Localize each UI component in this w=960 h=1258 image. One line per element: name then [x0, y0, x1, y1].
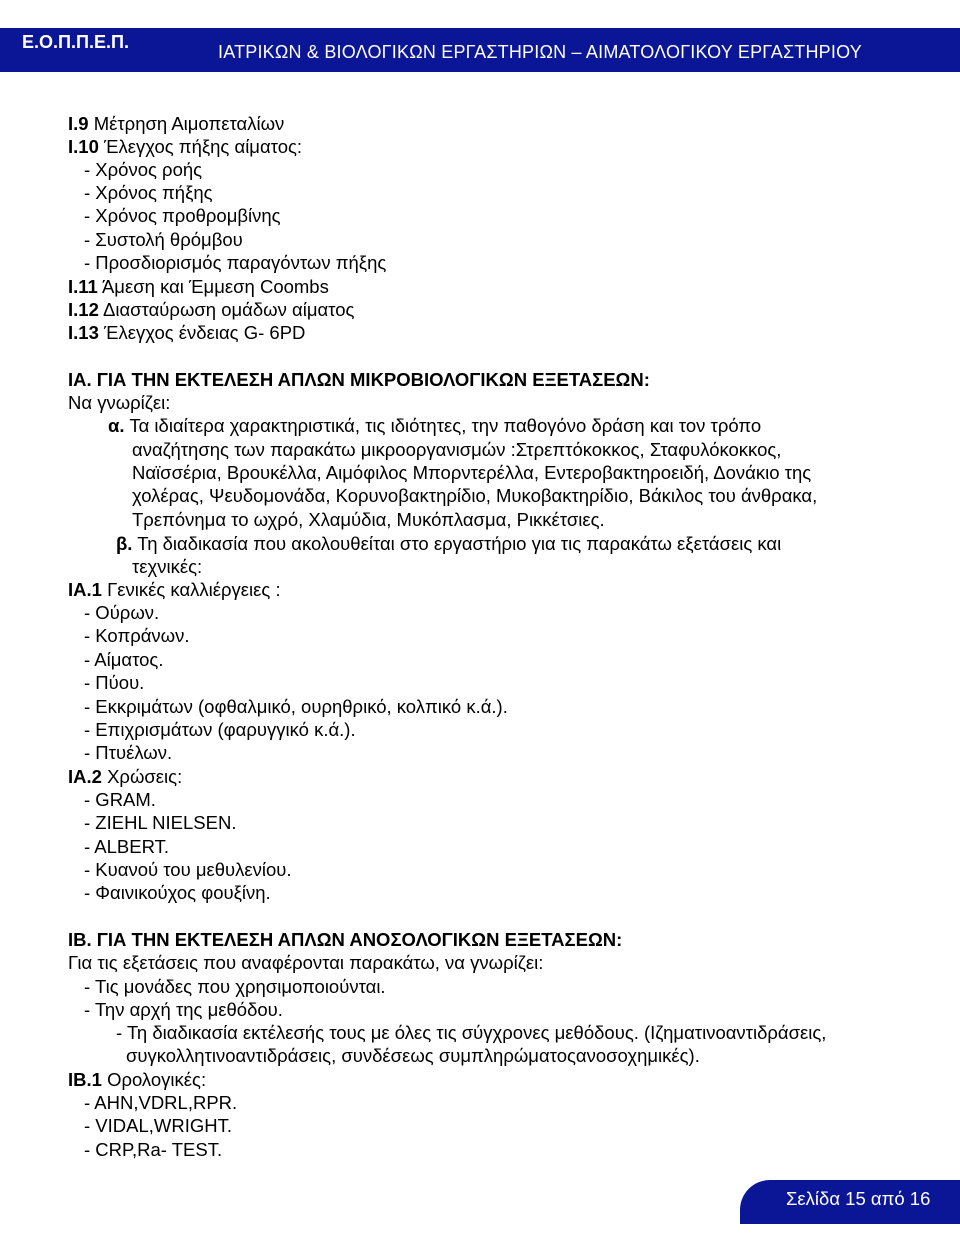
list-item: - Αίματος.: [84, 649, 164, 670]
item-i12: [68, 298, 354, 321]
paragraph-line: τεχνικές:: [132, 556, 203, 577]
item-ia2: [68, 765, 182, 788]
paragraph-beta: [116, 532, 781, 555]
list-item: [116, 1021, 826, 1044]
item-number: Ι.12: [68, 299, 99, 320]
list-item: - Χρόνος ροής: [84, 159, 203, 180]
list-item: - Προσδιορισμός παραγόντων πήξης: [84, 252, 387, 273]
item-text: Ορολογικές:: [101, 1069, 207, 1090]
item-text: Μέτρηση Αιμοπεταλίων: [88, 113, 285, 134]
item-number: Ι.10: [68, 136, 99, 157]
header-title: ΙΑΤΡΙΚΩΝ & ΒΙΟΛΟΓΙΚΩΝ ΕΡΓΑΣΤΗΡΙΩΝ – ΑΙΜΑΤΟΛΟΓΙΚΟΥ ΕΡΓΑΣΤΗΡΙΟΥ: [218, 42, 862, 62]
list-item: - GRAM.: [84, 789, 156, 810]
item-number: ΙΑ.2: [68, 766, 102, 787]
list-item: - Πύου.: [84, 672, 145, 693]
header-org: Ε.Ο.Π.Π.Ε.Π.: [22, 32, 130, 52]
item-number: ΙΒ.1: [68, 1069, 102, 1090]
item-i9: [68, 112, 284, 135]
item-text: Έλεγχος πήξης αίματος:: [98, 136, 303, 157]
item-number: Ι.11: [68, 276, 98, 297]
paragraph-line: Τα ιδιαίτερα χαρακτηριστικά, τις ιδιότητες, την παθογόνο δράση και τον τρόπο: [124, 415, 762, 436]
list-item: - CRP,Ra- TEST.: [84, 1139, 223, 1160]
list-item: - Τις μονάδες που χρησιμοποιούνται.: [84, 976, 386, 997]
list-item: - Πτυέλων.: [84, 742, 173, 763]
page-number: Σελίδα 15 από 16: [786, 1188, 931, 1209]
section-heading-ia: ΙΑ. ΓΙΑ ΤΗΝ ΕΚΤΕΛΕΣΗ ΑΠΛΩΝ ΜΙΚΡΟΒΙΟΛΟΓΙΚΩΝ ΕΞΕΤΑΣΕΩΝ:: [68, 369, 650, 390]
item-i11: [68, 275, 329, 298]
section-intro: Για τις εξετάσεις που αναφέρονται παρακάτω, να γνωρίζει:: [68, 952, 544, 973]
list-item: - AHN,VDRL,RPR.: [84, 1092, 238, 1113]
item-number: ΙΑ.1: [68, 579, 102, 600]
paragraph-line: Τη διαδικασία που ακολουθείται στο εργαστήριο για τις παρακάτω εξετάσεις και: [132, 533, 782, 554]
footer-bar: [740, 1180, 960, 1224]
item-text: Έλεγχος ένδειας G- 6PD: [98, 322, 306, 343]
item-ia1: [68, 578, 281, 601]
item-number: Ι.13: [68, 322, 99, 343]
paragraph-alpha: [108, 414, 761, 437]
list-item: - Κυανού του μεθυλενίου.: [84, 859, 292, 880]
list-item: - Κοπράνων.: [84, 625, 190, 646]
list-dash: -: [116, 1022, 127, 1043]
list-item: - Ούρων.: [84, 602, 160, 623]
item-text: Χρώσεις:: [101, 766, 183, 787]
list-item: - Εκκριμάτων (οφθαλμικό, ουρηθρικό, κολπικό κ.ά.).: [84, 696, 508, 717]
paragraph-line: αναζήτησης των παρακάτω μικροοργανισμών :Στρεπτόκοκκος, Σταφυλόκοκκος,: [132, 439, 782, 460]
item-i13: [68, 321, 305, 344]
section-intro: Να γνωρίζει:: [68, 392, 171, 413]
item-number: Ι.9: [68, 113, 89, 134]
paragraph-label: β.: [116, 533, 133, 554]
item-i10: [68, 135, 302, 158]
list-item-continuation: συγκολλητινοαντιδράσεις, συνδέσεως συμπληρώματοςανοσοχημικές).: [126, 1045, 700, 1066]
list-item: - Επιχρισμάτων (φαρυγγικό κ.ά.).: [84, 719, 356, 740]
item-text: Διασταύρωση ομάδων αίματος: [98, 299, 355, 320]
paragraph-line: Τρεπόνημα το ωχρό, Χλαμύδια, Μυκόπλασμα, Ρικκέτσιες.: [132, 509, 605, 530]
list-item: - ZIEHL NIELSEN.: [84, 812, 237, 833]
item-text: Άμεση και Έμμεση Coombs: [97, 276, 329, 297]
paragraph-line: χολέρας, Ψευδομονάδα, Κορυνοβακτηρίδιο, Μυκοβακτηρίδιο, Βάκιλος του άνθρακα,: [132, 485, 818, 506]
list-item: - Χρόνος προθρομβίνης: [84, 205, 281, 226]
list-item: - ALBERT.: [84, 836, 170, 857]
section-heading-ib: ΙΒ. ΓΙΑ ΤΗΝ ΕΚΤΕΛΕΣΗ ΑΠΛΩΝ ΑΝΟΣΟΛΟΓΙΚΩΝ ΕΞΕΤΑΣΕΩΝ:: [68, 929, 623, 950]
header-bar: [0, 28, 960, 72]
list-item-text: Τη διαδικασία εκτέλεσής τους με όλες τις σύγχρονες μεθόδους. (Ιζηματινοαντιδράσεις,: [126, 1022, 827, 1043]
list-item: - Την αρχή της μεθόδου.: [84, 999, 283, 1020]
list-item: - Συστολή θρόμβου: [84, 229, 243, 250]
list-item: - Χρόνος πήξης: [84, 182, 213, 203]
item-text: Γενικές καλλιέργειες :: [101, 579, 281, 600]
paragraph-line: Ναϊσσέρια, Βρουκέλλα, Αιμόφιλος Μπορντερέλλα, Εντεροβακτηροειδή, Δονάκιο της: [132, 462, 812, 483]
paragraph-label: α.: [108, 415, 125, 436]
item-ib1: [68, 1068, 206, 1091]
list-item: - VIDAL,WRIGHT.: [84, 1115, 233, 1136]
list-item: - Φαινικούχος φουξίνη.: [84, 882, 271, 903]
